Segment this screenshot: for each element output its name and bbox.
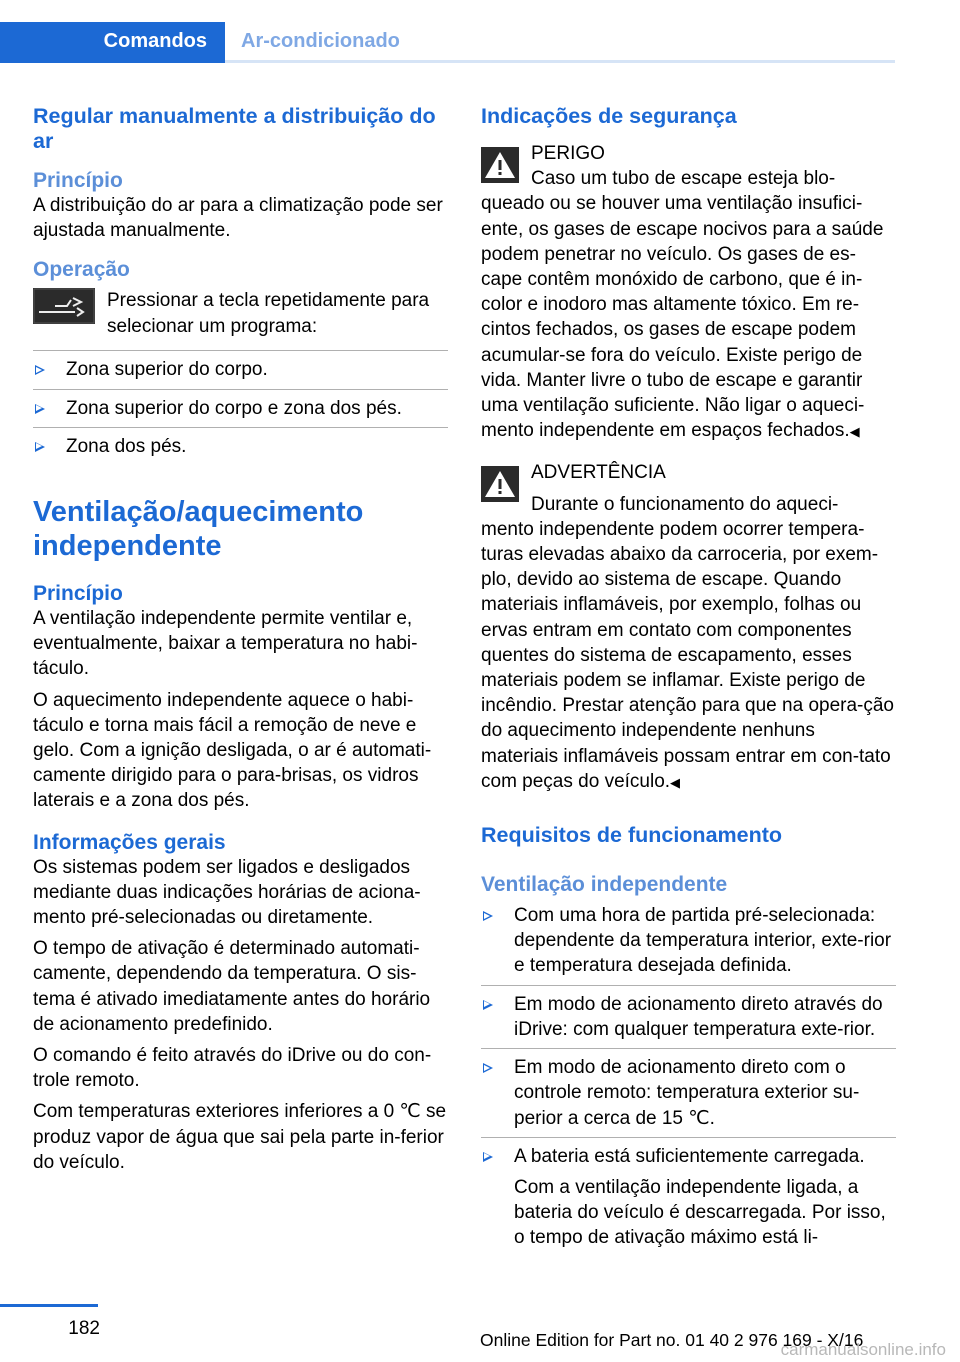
footer-rule: [0, 1304, 98, 1307]
section-title-ventilacao: Ventilação/aquecimento independente: [33, 496, 364, 563]
watermark: carmanualsonline.info: [780, 1340, 946, 1359]
tab-comandos[interactable]: Comandos: [0, 22, 225, 60]
end-mark-icon: ◀: [849, 424, 860, 440]
section-title-air-distribution: Regular manualmente a distribuição do ar: [33, 104, 436, 153]
edition-text: Online Edition for Part no. 01 40 2 976 169 - X/16: [480, 1330, 864, 1350]
operation-text: Pressionar a tecla repetidamente para selecionar um programa:: [107, 290, 430, 337]
list-item: Em modo de acionamento direto através do iDrive: com qualquer temperatura exte‐rior.: [481, 992, 896, 1042]
page-header: [0, 0, 960, 66]
paragraph: Com a ventilação independente ligada, a bateria do veículo é descarregada. Por isso, o tempo de ativação máximo está li‐: [514, 1176, 886, 1249]
heading-operacao: Operação: [33, 258, 130, 282]
list-item: A bateria está suficientemente carregada.: [481, 1144, 896, 1169]
end-mark-icon: ◀: [670, 774, 681, 790]
warning-perigo: [481, 141, 896, 444]
heading-principio: Princípio: [33, 169, 123, 192]
warning-text: mento independente podem ocorrer tempera‐turas elevadas abaixo da carroceria, por exem‐plo, devido ao sistema de escape. Quando materiais inflamáveis, por exemplo, folhas ou ervas entram em contato com componentes quentes do sistema de escapamento, esses materiais podem se inflamar. Existe perigo de incêndio. Prestar atenção para que na opera‐ção do aquecimento independente nenhuns materiais inflamáveis possam entrar em con‐tato com peças do veículo.◀: [481, 518, 894, 792]
heading-requisitos: Requisitos de funcionamento: [481, 823, 783, 848]
list-item: Zona superior do corpo.: [33, 357, 448, 382]
header-rule-active: [0, 60, 225, 63]
warning-text-first-line: Durante o funcionamento do aqueci‐: [531, 493, 839, 515]
warning-label-advertencia: ADVERTÊNCIA: [531, 462, 666, 484]
triangle-bullet-icon: [35, 404, 45, 414]
heading-principio-2: Princípio: [33, 582, 123, 606]
triangle-bullet-icon: [483, 1063, 493, 1073]
paragraph: Com temperaturas exteriores inferiores a 0 ℃ se produz vapor de água que sai pela parte in‐ferior do veículo.: [33, 1101, 447, 1173]
paragraph: O tempo de ativação é determinado automati‐camente, dependendo da temperatura. O sis‐tema é ativado imediatamente antes do horário de acionamento predefinido.: [33, 938, 431, 1035]
divider: [481, 1137, 896, 1138]
warning-triangle-icon: [481, 147, 519, 183]
triangle-bullet-icon: [35, 365, 45, 375]
paragraph: O comando é feito através do iDrive ou do con‐trole remoto.: [33, 1045, 432, 1092]
page-number: 182: [68, 1318, 100, 1339]
warning-text: queado ou se houver uma ventilação insufici‐ente, os gases de escape nocivos para a saúde podem penetrar no veículo. Os gases de es‐cape contêm monóxido de carbono, que é in‐color e inodoro mas altamente tóxico. Em re‐cintos fechados, os gases de escape podem acumular-se fora do veículo. Existe perigo de vida. Manter livre o tubo de escape e garantir uma ventilação suficiente. Não ligar o aqueci‐mento independente em espaços fechados.◀: [481, 193, 884, 442]
paragraph: A ventilação independente permite ventilar e, eventualmente, baixar a temperatura no habi‐táculo.: [33, 608, 418, 680]
triangle-bullet-icon: [483, 1000, 493, 1010]
list-item: Em modo de acionamento direto com o controle remoto: temperatura exterior su‐perior a cerca de 15 ℃.: [481, 1055, 896, 1131]
paragraph: Os sistemas podem ser ligados e desligados mediante duas indicações horárias de aciona‐mento pré-selecionadas ou diretamente.: [33, 856, 421, 929]
triangle-bullet-icon: [483, 1152, 493, 1162]
divider: [481, 985, 896, 986]
warning-triangle-icon: [481, 466, 519, 502]
left-column: [33, 100, 448, 1175]
heading-ventilacao-independente: Ventilação independente: [481, 873, 728, 897]
tab-ar-condicionado[interactable]: Ar-condicionado: [241, 29, 400, 52]
divider: [33, 427, 448, 428]
warning-label-perigo: PERIGO: [531, 143, 605, 164]
triangle-bullet-icon: [35, 442, 45, 452]
divider: [33, 389, 448, 390]
heading-informacoes-gerais: Informações gerais: [33, 830, 226, 854]
warning-advertencia: [481, 460, 896, 795]
paragraph: O aquecimento independente aquece o habi‐táculo e torna mais fácil a remoção de neve e gelo. Com a ignição desligada, o ar é automati‐camente dirigido para o para-brisas, os vidros laterais e a zona dos pés.: [33, 689, 432, 812]
list-item: Com uma hora de partida pré-selecionada: dependente da temperatura interior, exte‐rior e temperatura desejada definida.: [481, 903, 896, 979]
warning-text-first-line: Caso um tubo de escape esteja blo‐: [531, 168, 836, 190]
list-item: Zona superior do corpo e zona dos pés.: [33, 396, 448, 421]
triangle-bullet-icon: [483, 911, 493, 921]
divider: [481, 1048, 896, 1049]
list-item: Zona dos pés.: [33, 434, 448, 459]
operation-block: [33, 288, 448, 340]
right-column: [481, 100, 896, 1251]
air-distribution-button-icon: [33, 288, 95, 324]
divider: [33, 350, 448, 351]
heading-indicacoes-seguranca: Indicações de segurança: [481, 104, 737, 128]
paragraph: A distribuição do ar para a climatização pode ser ajustada manualmente.: [33, 195, 443, 242]
